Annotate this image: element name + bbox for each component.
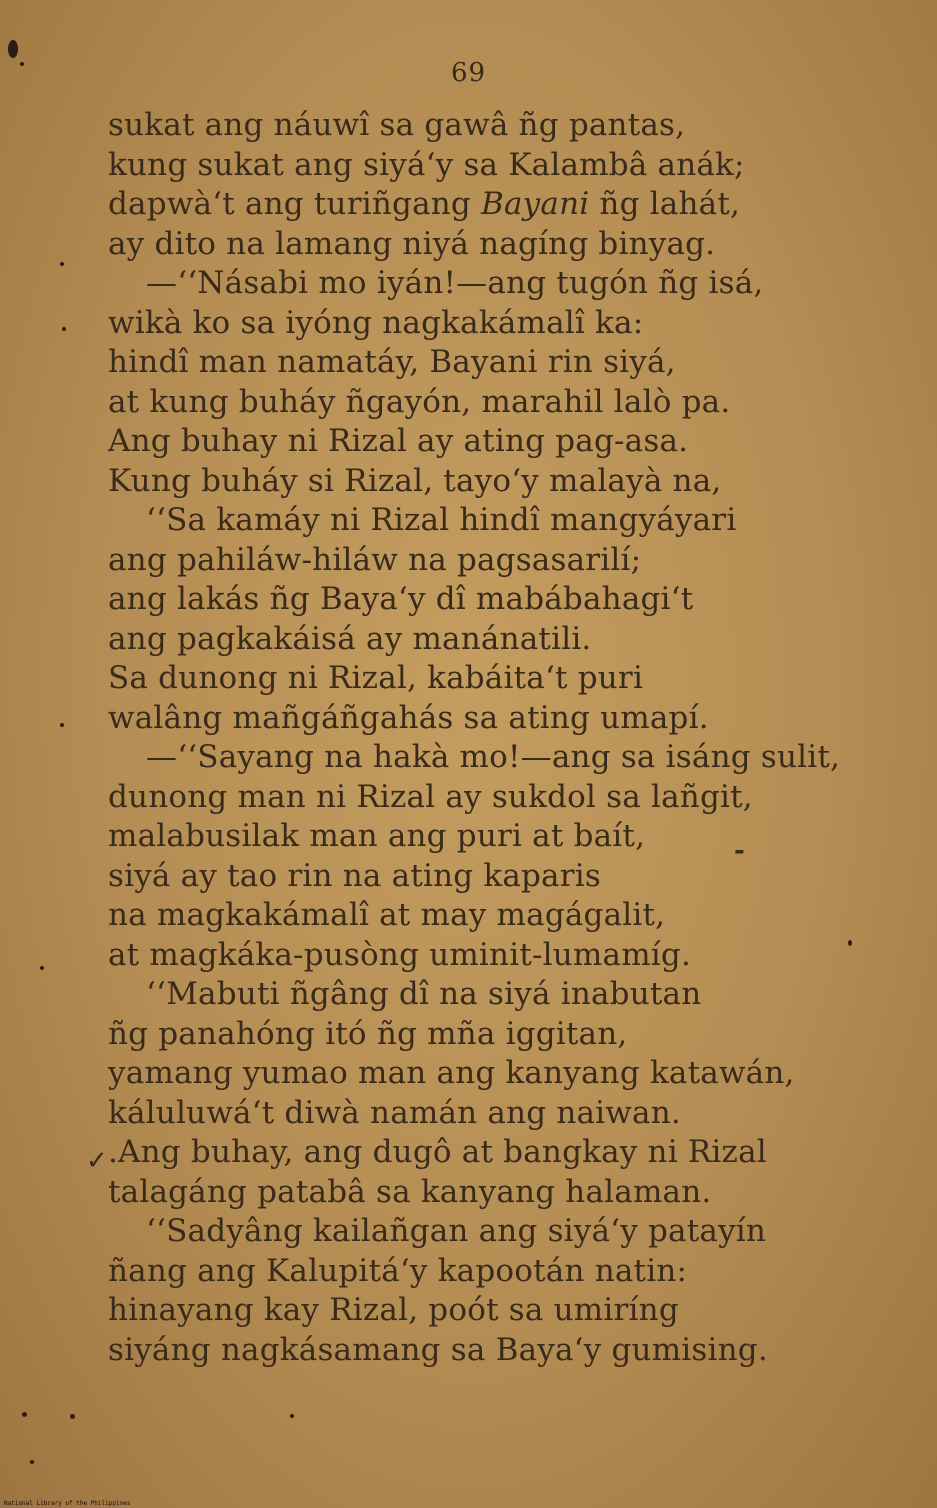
emphasized-word: Bayani — [481, 186, 590, 222]
poem-line: talagáng patabâ sa kanyang halaman. — [108, 1173, 712, 1210]
poem-line: siyá ay tao rin na ating kaparis — [108, 857, 601, 894]
poem-line — [108, 185, 908, 225]
poem-line: káluluwá‘t diwà namán ang naiwan. — [108, 1094, 681, 1131]
poem-line: ‘‘Sa kamáy ni Rizal hindî mangyáyari — [146, 502, 737, 538]
page-number: 69 — [450, 58, 487, 88]
poem-line: siyáng nagkásamang sa Baya‘y gumising. — [108, 1331, 768, 1368]
library-watermark: National Library of the Philippines — [4, 1500, 131, 1507]
poem-line: walâng mañgáñgahás sa ating umapí. — [108, 699, 709, 736]
ink-speck — [70, 1414, 75, 1419]
poem-line: Ang buhay ni Rizal ay ating pag-asa. — [108, 423, 689, 459]
poem-line: ay dito na lamang niyá nagíng binyag. — [108, 225, 716, 262]
poem-line: —‘‘Násabi mo iyán!—ang tugón ñg isá, — [146, 265, 764, 301]
ink-speck — [40, 966, 44, 970]
poem-line: .Ang buhay, ang dugô at bangkay ni Rizal — [108, 1134, 767, 1170]
ink-speck — [62, 327, 66, 331]
poem-line: Kung buháy si Rizal, tayo‘y malayà na, — [108, 462, 722, 499]
ink-speck — [60, 262, 64, 266]
poem-line: ñg panahóng itó ñg mña iggitan, — [108, 1015, 628, 1052]
poem-line: dunong man ni Rizal ay sukdol sa lañgit, — [108, 778, 753, 815]
ink-speck — [30, 1460, 34, 1464]
poem-text — [108, 106, 908, 1370]
poem-line: ‘‘Mabuti ñgâng dî na siyá inabutan — [146, 976, 702, 1012]
ink-speck — [8, 40, 18, 58]
poem-line: ang lakás ñg Baya‘y dî mabábahagi‘t — [108, 581, 694, 617]
poem-line: at magkáka-pusòng uminit-lumamíg. — [108, 936, 692, 973]
poem-line: ‘‘Sadyâng kailañgan ang siyá‘y patayín — [146, 1213, 767, 1249]
line-text: dapwà‘t ang turiñgang — [108, 186, 482, 222]
poem-line: ñang ang Kalupitá‘y kapootán natin: — [108, 1252, 688, 1289]
poem-line: at kung buháy ñgayón, marahil lalò pa. — [108, 383, 731, 420]
handwritten-check-mark: ✓ — [86, 1146, 108, 1176]
poem-line: —‘‘Sayang na hakà mo!—ang sa isáng sulit, — [146, 739, 841, 775]
ink-speck — [848, 940, 852, 946]
ink-speck — [22, 1412, 27, 1417]
poem-line: ang pagkakáisá ay manánatili. — [108, 620, 592, 657]
ink-speck — [290, 1414, 294, 1418]
poem-line: hindî man namatáy, Bayani rin siyá, — [108, 344, 676, 380]
poem-line: wikà ko sa iyóng nagkakámalî ka: — [108, 304, 644, 341]
ink-speck — [20, 62, 24, 66]
poem-line: yamang yumao man ang kanyang katawán, — [108, 1055, 795, 1091]
poem-line: Sa dunong ni Rizal, kabáita‘t puri — [108, 660, 644, 696]
poem-line: malabusilak man ang puri at baít, — [108, 818, 646, 854]
line-text: ñg lahát, — [589, 186, 741, 222]
stray-ink-mark: - — [734, 836, 745, 866]
poem-line: na magkakámalî at may magágalit, — [108, 897, 666, 933]
poem-line: ang pahiláw-hiláw na pagsasarilí; — [108, 541, 642, 578]
poem-line: hinayang kay Rizal, poót sa umiríng — [108, 1292, 679, 1328]
poem-line: kung sukat ang siyá‘y sa Kalambâ anák; — [108, 146, 745, 183]
poem-line: sukat ang náuwî sa gawâ ñg pantas, — [108, 107, 686, 143]
ink-speck — [60, 723, 64, 727]
